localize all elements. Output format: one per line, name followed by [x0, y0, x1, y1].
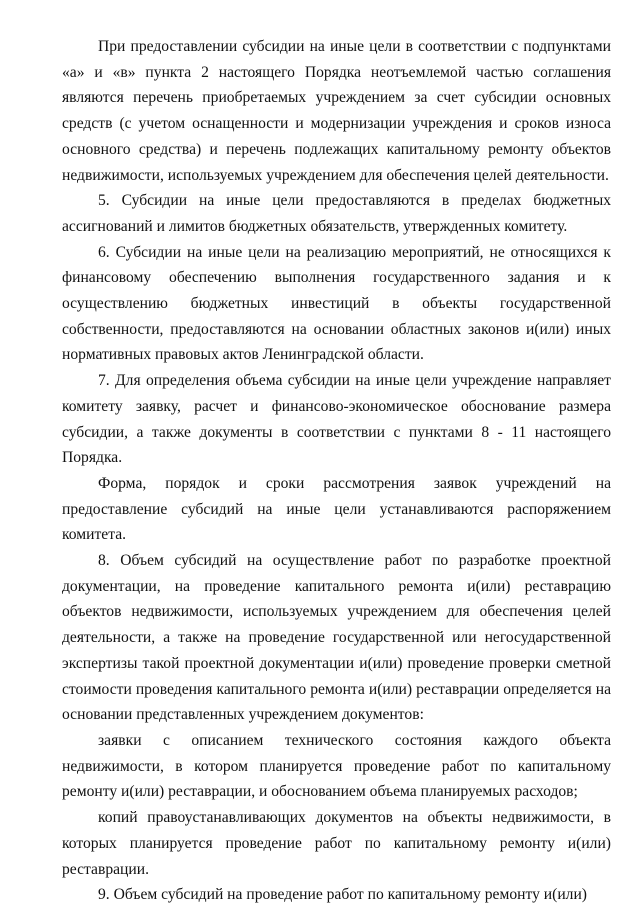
- paragraph-requirement-application: заявки с описанием технического состояния каждого объекта недвижимости, в котором планируется проведение работ по капитальному ремонту и(или) реставрации, и обоснованием объема планируемых расходов;: [62, 731, 611, 801]
- paragraph-item-5: 5. Субсидии на иные цели предоставляются в пределах бюджетных ассигнований и лимитов бюджетных обязательств, утвержденных комитету.: [62, 192, 611, 235]
- paragraph-subsidy-list: При предоставлении субсидии на иные цели в соответствии с подпунктами «а» и «в» пункта 2 настоящего Порядка неотъемлемой частью соглашения являются перечень приобретаемых учреждением за счет субсидии основных средств (с учетом оснащенности и модернизации учреждения и сроков износа основного средства) и перечень подлежащих капитальному ремонту объектов недвижимости, используемых учреждением для обеспечения целей деятельности.: [62, 38, 611, 184]
- paragraph-item-8: 8. Объем субсидий на осуществление работ по разработке проектной документации, на проведение капитального ремонта и(или) реставрацию объектов недвижимости, используемых учреждением для обеспечения целей деятельности, а также на проведение государственной или негосударственной экспертизы такой проектной документации и(или) проведение проверки сметной стоимости проведения капитального ремонта и(или) реставрации определяется на основании представленных учреждением документов:: [62, 552, 611, 724]
- paragraph-requirement-documents: копий правоустанавливающих документов на объекты недвижимости, в которых планируется проведение работ по капитальному ремонту и(или) реставрации.: [62, 809, 611, 878]
- paragraph-application-procedure: Форма, порядок и сроки рассмотрения заявок учреждений на предоставление субсидий на иные цели устанавливаются распоряжением комитета.: [62, 474, 611, 544]
- paragraph-item-9: 9. Объем субсидий на проведение работ по капитальному ремонту и(или): [98, 886, 587, 904]
- paragraph-item-6: 6. Субсидии на иные цели на реализацию мероприятий, не относящихся к финансовому обеспечению выполнения государственного задания и к осуществлению бюджетных инвестиций в объекты государственной собственности, предоставляются на основании областных законов и(или) иных нормативных правовых актов Ленинградской области.: [62, 243, 611, 364]
- document-body: [62, 34, 611, 905]
- paragraph-item-7: 7. Для определения объема субсидии на иные цели учреждение направляет комитету заявку, расчет и финансово-экономическое обоснование размера субсидии, а также документы в соответствии с пунктами 8 - 11 настоящего Порядка.: [62, 372, 611, 467]
